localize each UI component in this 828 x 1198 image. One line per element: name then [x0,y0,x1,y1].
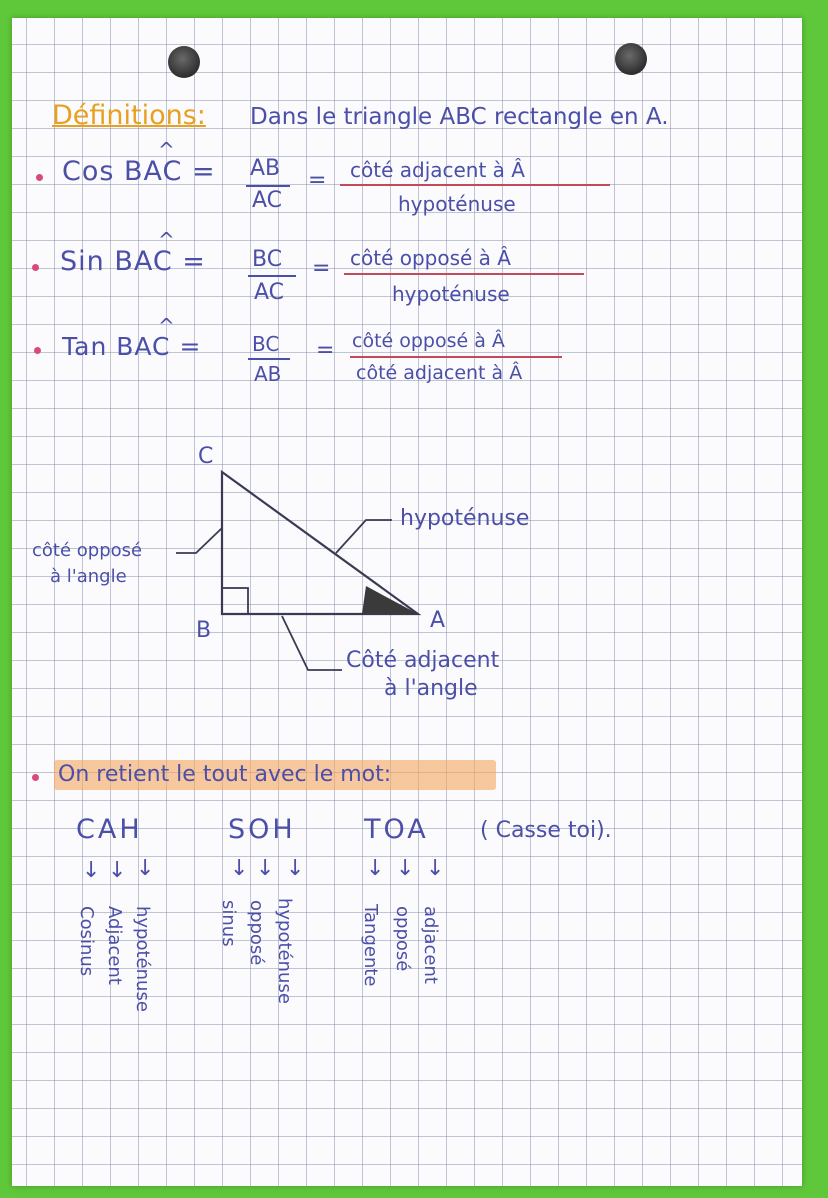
hat-cos: ^ [158,138,175,162]
word-soh: SOH [228,814,296,845]
tan-words-num: côté opposé à Â [352,330,505,352]
opposite-pointer [176,528,222,553]
arrow-h1: ↓ [136,856,155,881]
soh-sinus: sinus [218,900,239,947]
angle-a-shading [362,586,418,614]
cos-eq: = [308,168,327,193]
sin-frac-den: AC [254,280,285,305]
bullet-mnemonic [32,774,39,781]
mnemonic-intro: On retient le tout avec le mot: [58,762,392,787]
cah-adjacent: Adjacent [104,906,125,985]
word-cah: CAH [76,814,143,845]
cah-cosinus: Cosinus [76,906,97,977]
soh-hypotenuse: hypoténuse [274,898,295,1004]
toa-tangente: Tangente [360,904,381,987]
right-angle-mark [222,588,248,614]
cos-frac-num: AB [250,156,281,181]
sin-words-num: côté opposé à Â [350,246,511,270]
sin-lhs: Sin BAC = [60,246,206,277]
cah-hypotenuse: hypoténuse [132,906,153,1012]
cos-words-num: côté adjacent à Â [350,158,525,182]
arrow-t: ↓ [366,856,385,881]
cos-lhs: Cos BAC = [62,156,216,187]
page-subtitle: Dans le triangle ABC rectangle en A. [250,104,669,130]
hat-sin: ^ [158,228,175,252]
vertex-b-label: B [196,618,212,643]
adjacent-pointer [282,616,342,670]
cos-words-den: hypoténuse [398,192,516,216]
arrow-s: ↓ [230,856,249,881]
hat-tan: ^ [158,314,175,338]
toa-oppose: opposé [392,906,413,972]
opposite-label-line2: à l'angle [50,566,127,587]
arrow-o1: ↓ [256,856,275,881]
arrow-o2: ↓ [396,856,415,881]
tan-frac-den: AB [254,362,282,386]
hypotenuse-label: hypoténuse [400,506,530,531]
tan-frac-num: BC [252,332,280,356]
word-toa: TOA [364,814,429,845]
arrow-c: ↓ [82,858,101,883]
sin-eq: = [312,256,331,281]
tan-lhs: Tan BAC = [62,332,202,361]
hypotenuse-pointer [336,520,392,553]
cos-frac-den: AC [252,188,283,213]
page-title: Définitions: [52,100,206,131]
arrow-a2: ↓ [426,856,445,881]
tan-eq: = [316,338,335,363]
adjacent-label-line1: Côté adjacent [346,648,500,673]
triangle-shape [222,472,418,614]
sin-words-den: hypoténuse [392,282,510,306]
vertex-c-label: C [198,444,214,469]
arrow-a: ↓ [108,858,127,883]
sin-frac-num: BC [252,247,283,272]
soh-oppose: opposé [246,900,267,966]
adjacent-label-line2: à l'angle [384,676,478,701]
arrow-h2: ↓ [286,856,305,881]
tan-words-den: côté adjacent à Â [356,362,523,384]
toa-adjacent: adjacent [420,906,441,984]
mnemonic-note: ( Casse toi). [480,818,612,843]
opposite-label-line1: côté opposé [32,540,143,561]
vertex-a-label: A [430,608,446,633]
